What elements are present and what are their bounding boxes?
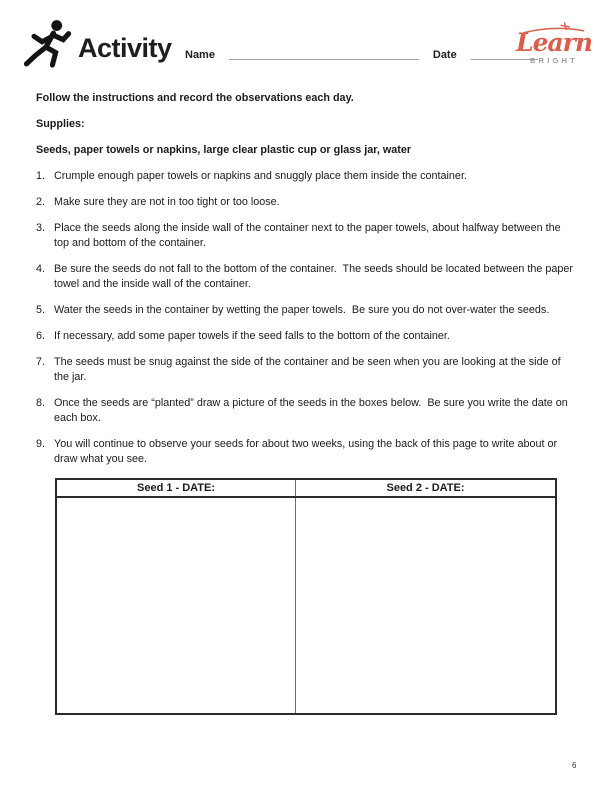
worksheet-content bbox=[36, 91, 576, 715]
drawing-box-seed2 bbox=[295, 498, 555, 713]
date-blank-line: ___________ bbox=[470, 49, 539, 61]
instruction-text: The seeds must be snug against the side of the container and be seen when you are looking at the side of the jar. bbox=[54, 356, 564, 383]
instruction-item-7 bbox=[36, 355, 576, 385]
instruction-item-8 bbox=[36, 396, 576, 426]
instruction-item-9 bbox=[36, 437, 576, 467]
instruction-number: 9. bbox=[36, 438, 46, 450]
instruction-number: 2. bbox=[36, 196, 46, 208]
instruction-item-1 bbox=[36, 169, 576, 184]
intro-line-supplies-list: Seeds, paper towels or napkins, large clear plastic cup or glass jar, water bbox=[36, 144, 412, 156]
observation-table bbox=[55, 478, 557, 715]
instruction-number: 5. bbox=[36, 304, 46, 316]
instruction-text: Make sure they are not in too tight or too loose. bbox=[54, 196, 280, 208]
instruction-number: 1. bbox=[36, 170, 46, 182]
date-label: Date bbox=[432, 49, 457, 61]
table-header-seed2: Seed 2 - DATE: bbox=[295, 480, 555, 496]
logo-sub-text: BRIGHT bbox=[530, 56, 578, 65]
drawing-box-seed1 bbox=[57, 498, 295, 713]
instruction-text: You will continue to observe your seeds for about two weeks, using the back of this page to write about or draw what you see. bbox=[54, 438, 561, 465]
instruction-number: 3. bbox=[36, 222, 46, 234]
instruction-item-2 bbox=[36, 195, 576, 210]
table-header-seed1: Seed 1 - DATE: bbox=[137, 482, 216, 494]
instruction-number: 4. bbox=[36, 263, 46, 275]
intro-line-supplies-heading: Supplies: bbox=[36, 118, 85, 130]
logo-script-text: Learn bbox=[515, 28, 593, 57]
name-blank-line: _______________________________ bbox=[229, 49, 419, 61]
instruction-text: Crumple enough paper towels or napkins and snuggly place them inside the container. bbox=[54, 170, 467, 182]
page-number: 6 bbox=[572, 761, 577, 770]
instruction-item-5 bbox=[36, 303, 576, 318]
instruction-number: 6. bbox=[36, 330, 46, 342]
instruction-item-3 bbox=[36, 221, 576, 251]
instruction-number: 7. bbox=[36, 356, 46, 368]
instruction-text: Place the seeds along the inside wall of the container next to the paper towels, about halfway between the top and bottom of the container. bbox=[54, 222, 564, 249]
runner-icon bbox=[20, 18, 74, 72]
learn-bright-logo bbox=[512, 22, 596, 65]
instruction-text: Water the seeds in the container by wetting the paper towels. Be sure you do not over-water the seeds. bbox=[54, 304, 550, 316]
name-date-row bbox=[185, 49, 538, 61]
activity-title: Activity bbox=[78, 33, 172, 63]
instruction-number: 8. bbox=[36, 397, 46, 409]
instruction-text: Be sure the seeds do not fall to the bottom of the container. The seeds should be located between the paper towel and the inside wall of the container. bbox=[54, 263, 577, 290]
observation-table-body-row bbox=[57, 498, 555, 713]
instruction-item-6 bbox=[36, 329, 576, 344]
name-label: Name bbox=[185, 49, 215, 61]
instruction-text: Once the seeds are “planted” draw a picture of the seeds in the boxes below. Be sure you write the date on each box. bbox=[54, 397, 571, 424]
intro-line-directions: Follow the instructions and record the observations each day. bbox=[36, 92, 354, 104]
instruction-text: If necessary, add some paper towels if the seed falls to the bottom of the container. bbox=[54, 330, 450, 342]
observation-table-header-row bbox=[57, 480, 555, 498]
instruction-list bbox=[36, 169, 576, 467]
instruction-item-4 bbox=[36, 262, 576, 292]
